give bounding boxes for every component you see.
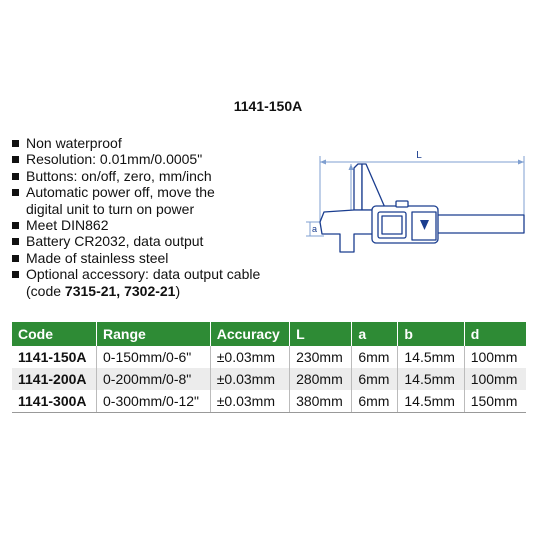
cell-code: 1141-200A bbox=[12, 368, 97, 390]
bullet-icon bbox=[12, 140, 19, 147]
feature-text: Optional accessory: data output cable bbox=[26, 266, 261, 283]
cont-prefix: (code bbox=[26, 282, 65, 299]
bullet-icon bbox=[12, 189, 19, 196]
cell-d: 150mm bbox=[464, 390, 526, 413]
depth-gauge-diagram bbox=[300, 140, 536, 280]
feature-item bbox=[12, 217, 260, 233]
col-header-L: L bbox=[290, 322, 352, 346]
col-header-range: Range bbox=[97, 322, 211, 346]
arrow-L-right bbox=[518, 160, 524, 165]
feature-item bbox=[12, 250, 260, 266]
cell-L: 380mm bbox=[290, 390, 352, 413]
cell-d: 100mm bbox=[464, 368, 526, 390]
feature-item bbox=[12, 266, 260, 299]
table-row bbox=[12, 346, 526, 368]
bullet-icon bbox=[12, 238, 19, 245]
feature-text-continued bbox=[26, 283, 260, 299]
bullet-icon bbox=[12, 173, 19, 180]
cell-range: 0-150mm/0-6" bbox=[97, 346, 211, 368]
feature-text: Non waterproof bbox=[26, 135, 122, 151]
depth-gauge-drawing bbox=[300, 140, 536, 280]
cont-suffix: ) bbox=[175, 282, 181, 299]
col-header-b: b bbox=[398, 322, 464, 346]
cell-L: 230mm bbox=[290, 346, 352, 368]
col-header-code: Code bbox=[12, 322, 97, 346]
spec-table bbox=[12, 322, 526, 413]
cell-range: 0-200mm/0-8" bbox=[97, 368, 211, 390]
bullet-icon bbox=[12, 255, 19, 262]
feature-item bbox=[12, 168, 260, 184]
cell-accuracy: ±0.03mm bbox=[210, 368, 289, 390]
feature-text: Resolution: 0.01mm/0.0005" bbox=[26, 151, 203, 168]
arrow-L-left bbox=[320, 160, 326, 165]
cell-code: 1141-300A bbox=[12, 390, 97, 413]
cell-code: 1141-150A bbox=[18, 349, 87, 365]
feature-text: Meet DIN862 bbox=[26, 217, 109, 234]
dimension-a-label: a bbox=[312, 224, 318, 234]
accessory-codes: 7315-21, 7302-21 bbox=[64, 282, 176, 299]
cell-accuracy: ±0.03mm bbox=[210, 390, 289, 413]
arrow-d-top bbox=[349, 164, 354, 170]
feature-item bbox=[12, 151, 260, 167]
cell-L: 280mm bbox=[290, 368, 352, 390]
feature-item bbox=[12, 135, 260, 151]
feature-text: Battery CR2032, data output bbox=[26, 233, 204, 250]
cell-d: 100mm bbox=[464, 346, 526, 368]
feature-text-continued: digital unit to turn on power bbox=[26, 200, 195, 217]
table-row bbox=[12, 390, 526, 413]
product-title: 1141-150A bbox=[233, 98, 303, 114]
base-upper bbox=[354, 164, 362, 210]
dimension-L-label: L bbox=[416, 150, 422, 161]
cell-a: 6mm bbox=[352, 390, 398, 413]
top-button bbox=[396, 201, 408, 207]
cell-range: 0-300mm/0-12" bbox=[97, 390, 211, 413]
cell-b: 14.5mm bbox=[398, 346, 464, 368]
feature-text: Buttons: on/off, zero, mm/inch bbox=[26, 167, 212, 184]
feature-text: Made of stainless steel bbox=[26, 249, 169, 266]
feature-text: Automatic power off, move the bbox=[26, 184, 215, 201]
cell-b: 14.5mm bbox=[398, 390, 464, 413]
cell-a: 6mm bbox=[352, 368, 398, 390]
bullet-icon bbox=[12, 222, 19, 229]
base-bevel bbox=[362, 164, 386, 210]
col-header-d: d bbox=[464, 322, 526, 346]
col-header-a: a bbox=[352, 322, 398, 346]
cell-b: 14.5mm bbox=[398, 368, 464, 390]
bullet-icon bbox=[12, 156, 19, 163]
feature-item bbox=[12, 184, 260, 217]
table-header-row bbox=[12, 322, 526, 346]
bullet-icon bbox=[12, 271, 19, 278]
table-row bbox=[12, 368, 526, 390]
col-header-accuracy: Accuracy bbox=[210, 322, 289, 346]
feature-list bbox=[12, 135, 260, 299]
feature-item bbox=[12, 233, 260, 249]
cell-accuracy: ±0.03mm bbox=[210, 346, 289, 368]
cell-a: 6mm bbox=[352, 346, 398, 368]
